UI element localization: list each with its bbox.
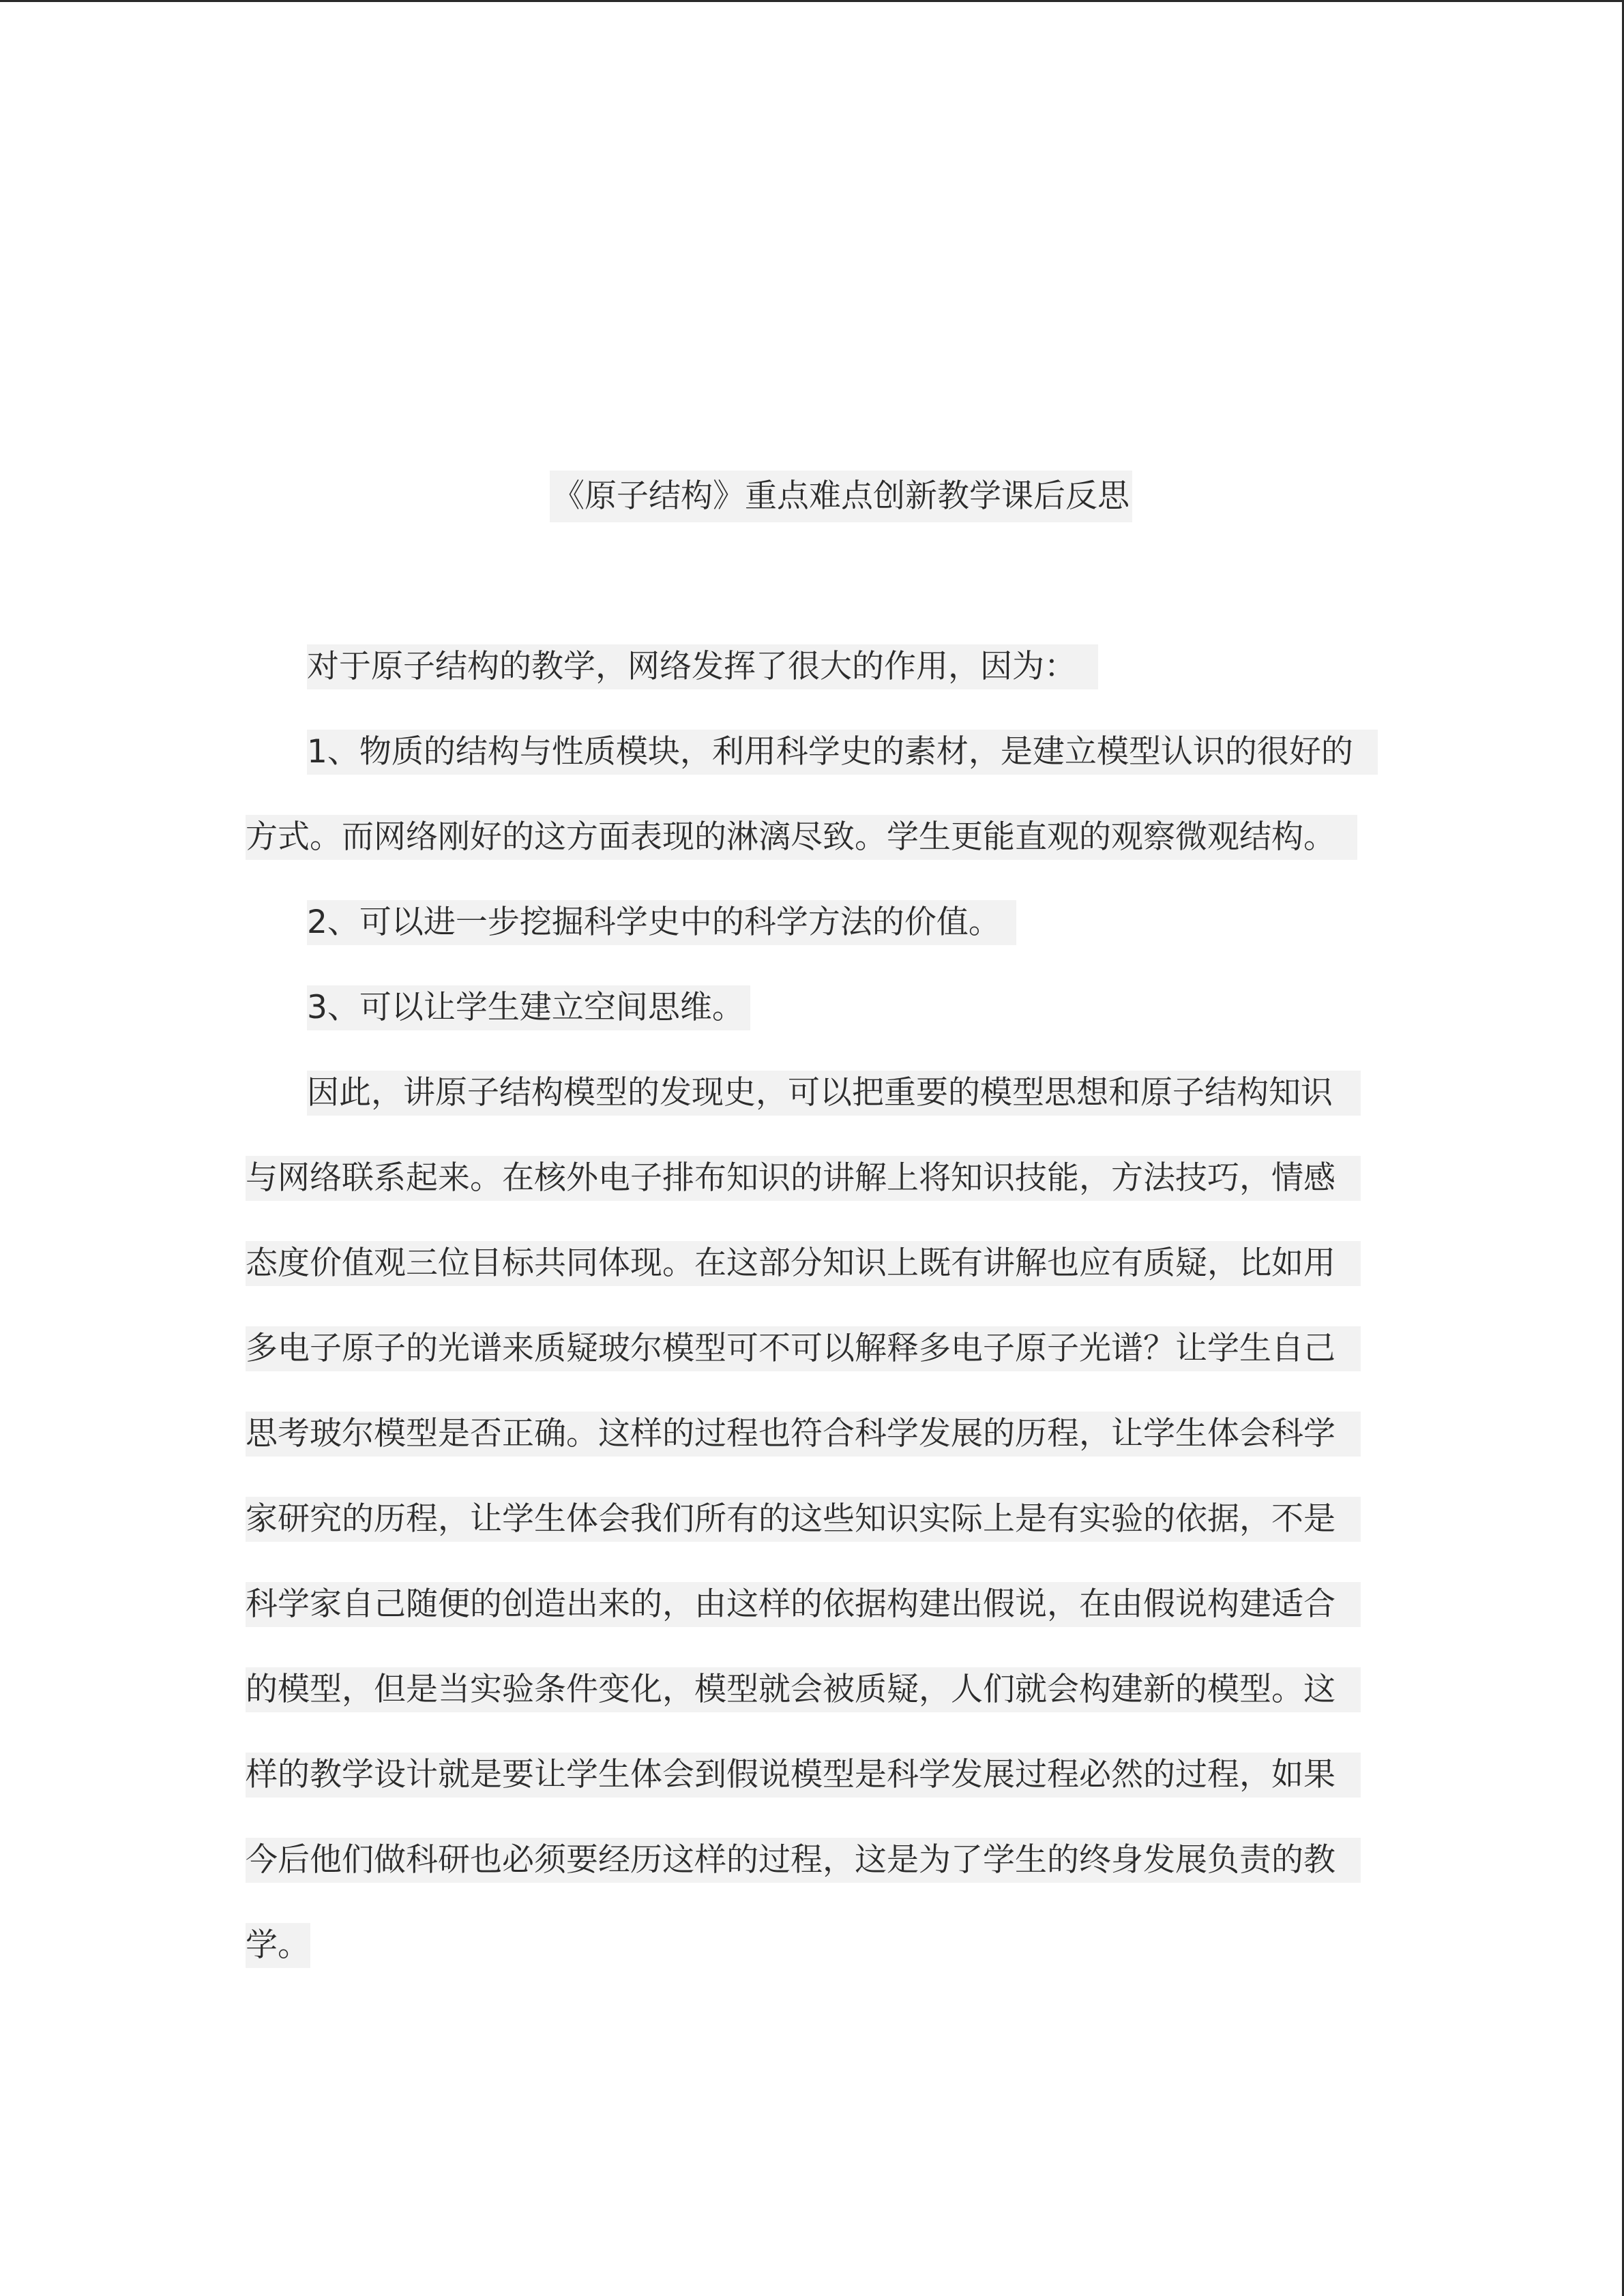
conclusion-line-3: 态度价值观三位目标共同体现。在这部分知识上既有讲解也应有质疑，比如用: [246, 1241, 1361, 1286]
conclusion-line-7: 科学家自己随便的创造出来的，由这样的依据构建出假说，在由假说构建适合: [246, 1582, 1361, 1627]
conclusion-line-6: 家研究的历程，让学生体会我们所有的这些知识实际上是有实验的依据，不是: [246, 1497, 1361, 1542]
point-1-line-2: 方式。而网络刚好的这方面表现的淋漓尽致。学生更能直观的观察微观结构。: [246, 815, 1357, 860]
point-3-line: 3、可以让学生建立空间思维。: [307, 985, 750, 1030]
conclusion-line-4: 多电子原子的光谱来质疑玻尔模型可不可以解释多电子原子光谱？让学生自己: [246, 1326, 1361, 1371]
conclusion-line-11: 学。: [246, 1923, 310, 1968]
page-border-top: [0, 0, 1624, 2]
point-1-line-1: 1、物质的结构与性质模块，利用科学史的素材，是建立模型认识的很好的: [307, 730, 1378, 775]
conclusion-line-1: 因此，讲原子结构模型的发现史，可以把重要的模型思想和原子结构知识: [307, 1071, 1361, 1116]
point-2-line: 2、可以进一步挖掘科学史中的科学方法的价值。: [307, 900, 1016, 945]
conclusion-line-10: 今后他们做科研也必须要经历这样的过程，这是为了学生的终身发展负责的教: [246, 1838, 1361, 1883]
conclusion-line-2: 与网络联系起来。在核外电子排布知识的讲解上将知识技能，方法技巧，情感: [246, 1156, 1361, 1201]
conclusion-line-9: 样的教学设计就是要让学生体会到假说模型是科学发展过程必然的过程，如果: [246, 1753, 1361, 1798]
conclusion-line-5: 思考玻尔模型是否正确。这样的过程也符合科学发展的历程，让学生体会科学: [246, 1412, 1361, 1457]
conclusion-line-8: 的模型，但是当实验条件变化，模型就会被质疑，人们就会构建新的模型。这: [246, 1667, 1361, 1712]
document-title: 《原子结构》重点难点创新教学课后反思: [550, 471, 1132, 522]
paragraph-intro-line: 对于原子结构的教学，网络发挥了很大的作用，因为：: [307, 644, 1098, 689]
